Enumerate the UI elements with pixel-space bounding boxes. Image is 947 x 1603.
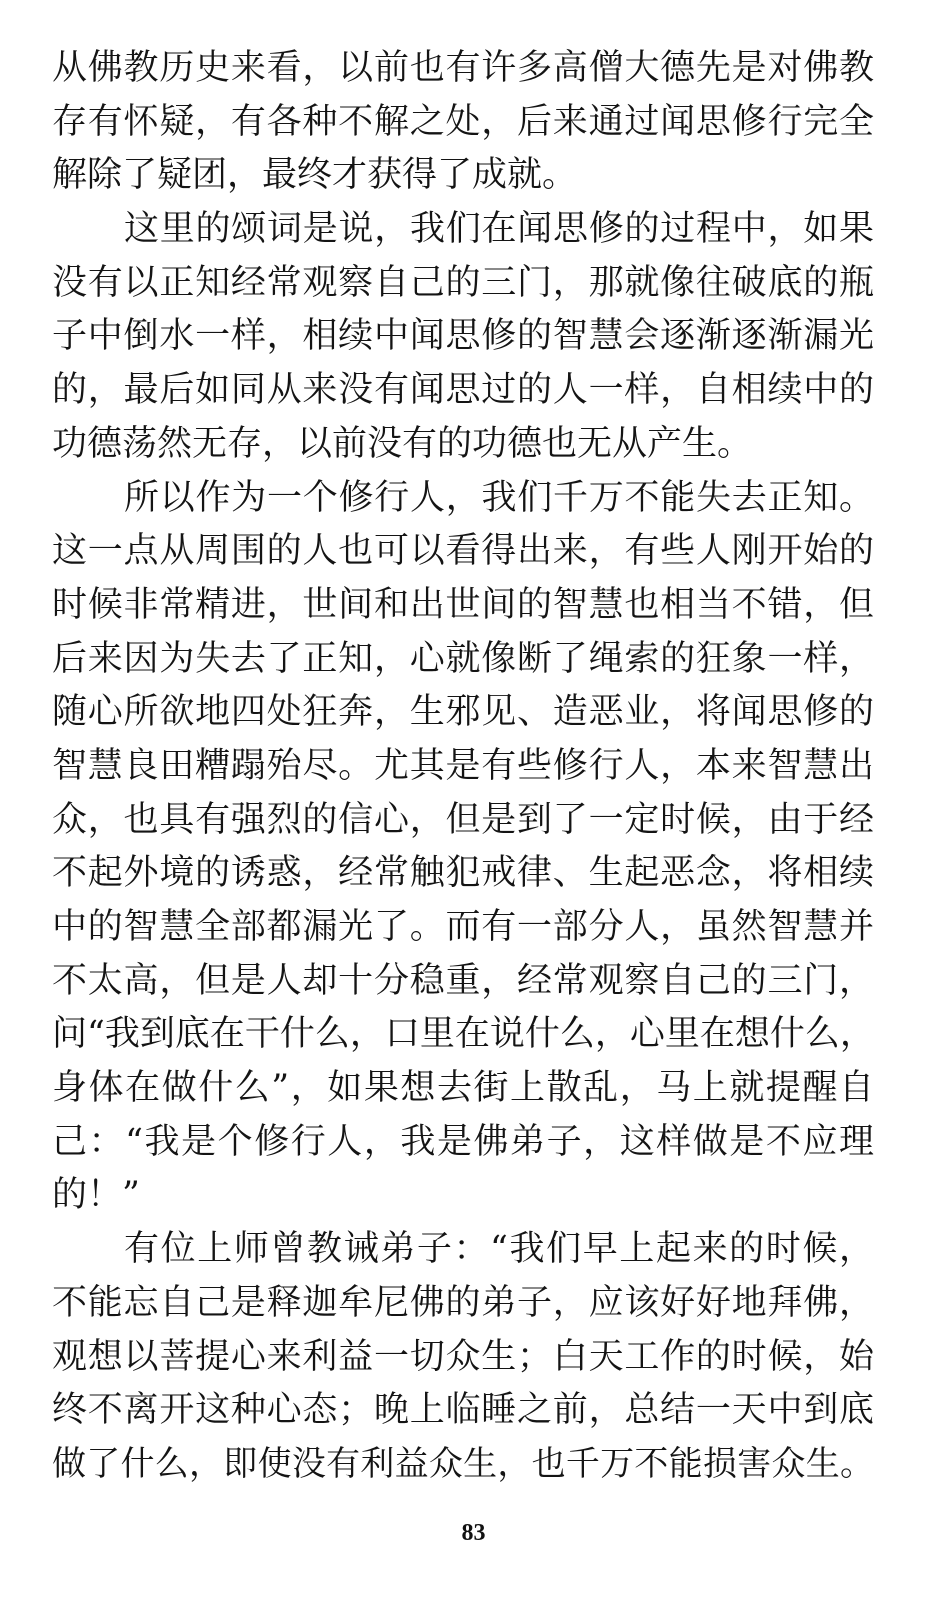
text-line: 问“我到底在干什么，口里在说什么，心里在想什么， — [52, 1014, 875, 1055]
text-line: 没有以正知经常观察自己的三门，那就像往破底的瓶 — [52, 262, 874, 303]
text-line: 做了什么，即使没有利益众生，也千万不能损害众生。 — [52, 1443, 874, 1484]
text-line: 众，也具有强烈的信心，但是到了一定时候，由于经 — [52, 799, 874, 840]
text-line: 中的智慧全部都漏光了。而有一部分人，虽然智慧并 — [52, 907, 874, 947]
page-number: 83 — [461, 1520, 486, 1546]
text-line: 解除了疑团，最终才获得了成就。 — [52, 155, 578, 196]
text-line: 不太高，但是人却十分稳重，经常观察自己的三门， — [52, 960, 874, 1001]
text-line: 的，最后如同从来没有闻思过的人一样，自相续中的 — [52, 370, 874, 411]
text-line: 的！” — [52, 1175, 140, 1216]
paragraph-2 — [52, 203, 874, 471]
text-line: 时候非常精进，世间和出世间的智慧也相当不错，但 — [52, 584, 874, 625]
text-line: 观想以菩提心来利益一切众生；白天工作的时候，始 — [52, 1336, 874, 1377]
text-line: 有位上师曾教诫弟子：“我们早上起来的时候， — [124, 1229, 874, 1270]
text-line: 不能忘自己是释迦牟尼佛的弟子，应该好好地拜佛， — [52, 1282, 874, 1323]
text-line: 终不离开这种心态；晚上临睡之前，总结一天中到底 — [52, 1390, 874, 1431]
text-line: 后来因为失去了正知，心就像断了绳索的狂象一样， — [52, 638, 874, 679]
text-line: 不起外境的诱惑，经常触犯戒律、生起恶念，将相续 — [52, 853, 874, 894]
paragraph-4 — [52, 1223, 874, 1491]
paragraph-1 — [52, 42, 874, 203]
text-line: 从佛教历史来看，以前也有许多高僧大德先是对佛教 — [52, 48, 874, 88]
text-line: 这一点从周围的人也可以看得出来，有些人刚开始的 — [52, 531, 874, 572]
text-line: 存有怀疑，有各种不解之处，后来通过闻思修行完全 — [52, 101, 874, 142]
text-line: 随心所欲地四处狂奔，生邪见、造恶业，将闻思修的 — [52, 692, 874, 733]
text-line: 这里的颂词是说，我们在闻思修的过程中，如果 — [124, 209, 874, 250]
paragraph-3 — [52, 472, 874, 1224]
text-line: 身体在做什么”，如果想去街上散乱，马上就提醒自 — [52, 1068, 874, 1109]
text-line: 己：“我是个修行人，我是佛弟子，这样做是不应理 — [52, 1121, 874, 1162]
text-line: 功德荡然无存，以前没有的功德也无从产生。 — [52, 423, 753, 464]
text-line: 所以作为一个修行人，我们千万不能失去正知。 — [124, 477, 874, 518]
text-line: 智慧良田糟蹋殆尽。尤其是有些修行人，本来智慧出 — [52, 745, 874, 786]
page-body — [52, 42, 874, 1492]
text-line: 子中倒水一样，相续中闻思修的智慧会逐渐逐渐漏光 — [52, 316, 874, 357]
